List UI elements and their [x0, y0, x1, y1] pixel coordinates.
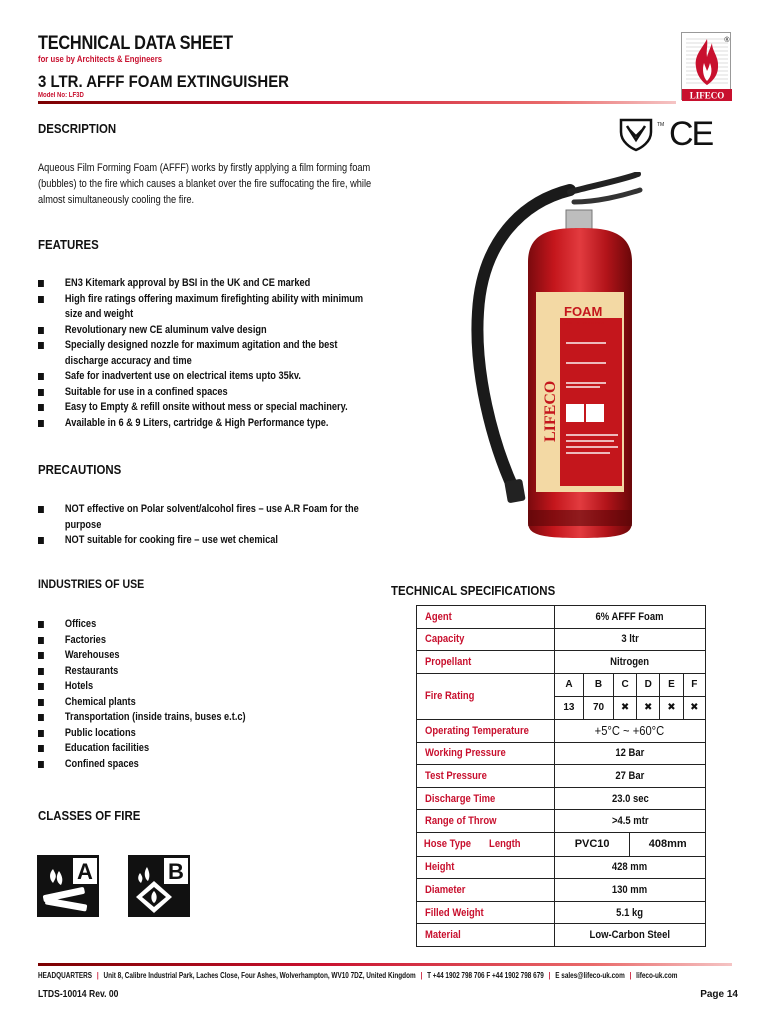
- page-number: Page 14: [700, 989, 738, 1000]
- description-heading: DESCRIPTION: [38, 121, 117, 136]
- list-item: Warehouses: [38, 648, 324, 664]
- list-item: Factories: [38, 633, 324, 649]
- footer-contact: HEADQUARTERS | Unit 8, Calibre Industrial Park, Laches Close, Four Ashes, Wolverhampton, WV10 7DZ, United Kingdom | T +44 1902 798 706 F +44 1902 798 679 | E sales@lifeco-uk.com | lifeco-uk.com: [38, 971, 678, 980]
- spec-label: Working Pressure: [425, 747, 506, 760]
- table-row: [417, 742, 706, 765]
- list-item: Restaurants: [38, 664, 324, 680]
- list-item: Suitable for use in a confined spaces: [38, 385, 377, 401]
- fire-class-cell: B: [584, 674, 614, 697]
- spec-label: Discharge Time: [425, 792, 496, 805]
- spec-value: 6% AFFF Foam: [595, 610, 664, 623]
- list-item: NOT suitable for cooking fire – use wet chemical: [38, 533, 377, 549]
- table-row: [417, 765, 706, 788]
- table-row: [417, 719, 706, 742]
- spec-label: Propellant: [425, 655, 472, 668]
- header-divider: [38, 101, 676, 104]
- fire-class-cell: D: [637, 674, 660, 697]
- svg-text:LIFECO: LIFECO: [542, 380, 559, 442]
- spec-label: Filled Weight: [425, 906, 484, 919]
- list-item: Offices: [38, 617, 324, 633]
- list-item: Available in 6 & 9 Liters, cartridge & High Performance type.: [38, 416, 377, 432]
- fire-class-cell: F: [683, 674, 705, 697]
- features-heading: FEATURES: [38, 237, 99, 252]
- flame-icon: [682, 33, 732, 101]
- spec-value: 12 Bar: [615, 747, 645, 760]
- list-item: Easy to Empty & refill onsite without mess or special machinery.: [38, 400, 377, 416]
- spec-value: 130 mm: [612, 883, 648, 896]
- list-item: Education facilities: [38, 741, 324, 757]
- industries-list: [38, 617, 324, 772]
- table-row: [417, 651, 706, 674]
- spec-label: Operating Temperature: [425, 724, 529, 737]
- list-item: Chemical plants: [38, 695, 324, 711]
- spec-label: Length: [489, 838, 521, 851]
- spec-value: >4.5 mtr: [611, 815, 649, 828]
- spec-value: 428 mm: [612, 861, 648, 874]
- spec-value: 27 Bar: [615, 769, 645, 782]
- spec-value: 23.0 sec: [611, 792, 649, 805]
- spec-table: [416, 605, 706, 947]
- fire-value-cell: 13: [563, 702, 575, 714]
- list-item: NOT effective on Polar solvent/alcohol fires – use A.R Foam for the purpose: [38, 502, 377, 533]
- spec-label: Material: [425, 929, 461, 942]
- spec-value: 3 ltr: [621, 633, 639, 646]
- list-item: Public locations: [38, 726, 324, 742]
- list-item: EN3 Kitemark approval by BSI in the UK and CE marked: [38, 276, 377, 292]
- ce-mark: CE: [669, 115, 713, 153]
- lifeco-logo: [681, 32, 731, 100]
- table-row: [417, 673, 706, 719]
- svg-text:A: A: [77, 859, 93, 884]
- fire-class-b-badge: [128, 855, 190, 917]
- table-row: [417, 901, 706, 924]
- footer-website[interactable]: lifeco-uk.com: [636, 971, 678, 980]
- document-id: LTDS-10014 Rev. 00: [38, 989, 119, 1000]
- spec-label: Agent: [425, 610, 452, 623]
- spec-heading: TECHNICAL SPECIFICATIONS: [391, 583, 556, 598]
- description-text: Aqueous Film Forming Foam (AFFF) works by firstly applying a film forming foam (bubbles) to the fire which causes a blanket over the fire suffocating the fire, while almost simultaneously cooling the fire.: [38, 162, 372, 206]
- fire-value-cell: ✖: [613, 696, 636, 719]
- footer-address: Unit 8, Calibre Industrial Park, Laches Close, Four Ashes, Wolverhampton, WV10 7DZ, United Kingdom: [103, 971, 416, 980]
- table-row: [417, 856, 706, 879]
- list-item: Specially designed nozzle for maximum agitation and the best discharge accuracy and time: [38, 338, 377, 369]
- spec-label: Hose Type: [423, 838, 472, 851]
- spec-value: +5°C ~ +60°C: [595, 723, 665, 739]
- table-row: [417, 832, 706, 856]
- fire-class-cell: E: [660, 674, 683, 697]
- spec-label: Test Pressure: [425, 769, 487, 782]
- fire-class-cell: A: [555, 674, 584, 697]
- classes-heading: CLASSES OF FIRE: [38, 808, 141, 823]
- industries-heading: INDUSTRIES OF USE: [38, 577, 145, 591]
- page-title: TECHNICAL DATA SHEET: [38, 33, 233, 54]
- table-row: [417, 606, 706, 629]
- svg-text:LIFECO: LIFECO: [689, 90, 725, 101]
- page-subtitle: for use by Architects & Engineers: [38, 54, 163, 64]
- svg-text:®: ®: [724, 37, 730, 44]
- spec-value: Low-Carbon Steel: [589, 929, 671, 942]
- spec-label: Fire Rating: [425, 690, 475, 703]
- fire-class-a-badge: [37, 855, 99, 917]
- list-item: Safe for inadvertent use on electrical items upto 35kv.: [38, 369, 377, 385]
- table-row: [417, 924, 706, 947]
- svg-text:B: B: [168, 859, 184, 884]
- table-row: [417, 810, 706, 833]
- table-row: [417, 628, 706, 651]
- spec-label: Diameter: [425, 883, 466, 896]
- extinguisher-image: [462, 172, 692, 552]
- model-number: Model No: LF3D: [38, 92, 84, 99]
- footer-email[interactable]: E sales@lifeco-uk.com: [555, 971, 625, 980]
- product-title: 3 LTR. AFFF FOAM EXTINGUISHER: [38, 72, 289, 91]
- precautions-list: [38, 502, 377, 549]
- fire-value-cell: ✖: [660, 696, 683, 719]
- list-item: Confined spaces: [38, 757, 324, 773]
- fire-value-cell: 70: [584, 696, 614, 719]
- spec-value: 408mm: [648, 837, 687, 850]
- precautions-heading: PRECAUTIONS: [38, 462, 122, 477]
- svg-text:TM: TM: [657, 122, 665, 128]
- svg-text:FIRE EXTINGUISHER: FIRE EXTINGUISHER: [564, 320, 605, 325]
- footer-phone: T +44 1902 798 706 F +44 1902 798 679: [427, 971, 544, 980]
- features-list: [38, 276, 377, 431]
- fire-value-cell: ✖: [683, 696, 705, 719]
- table-row: [417, 879, 706, 902]
- spec-value: 5.1 kg: [616, 906, 644, 919]
- spec-label: Height: [425, 861, 455, 874]
- svg-text:FOAM: FOAM: [564, 304, 603, 319]
- kitemark-icon: [615, 116, 665, 157]
- fire-class-cell: C: [613, 674, 636, 697]
- spec-label: Capacity: [425, 633, 465, 646]
- spec-value: Nitrogen: [610, 655, 650, 668]
- list-item: High fire ratings offering maximum firefighting ability with minimum size and weight: [38, 292, 377, 323]
- spec-value: PVC10: [555, 833, 631, 856]
- footer-hq-label: HEADQUARTERS: [38, 971, 93, 980]
- fire-rating-grid: [555, 674, 705, 719]
- spec-label: Range of Throw: [425, 815, 497, 828]
- footer-divider: [38, 963, 732, 966]
- table-row: [417, 787, 706, 810]
- fire-value-cell: ✖: [637, 696, 660, 719]
- list-item: Revolutionary new CE aluminum valve design: [38, 323, 377, 339]
- list-item: Transportation (inside trains, buses e.t.c): [38, 710, 324, 726]
- list-item: Hotels: [38, 679, 324, 695]
